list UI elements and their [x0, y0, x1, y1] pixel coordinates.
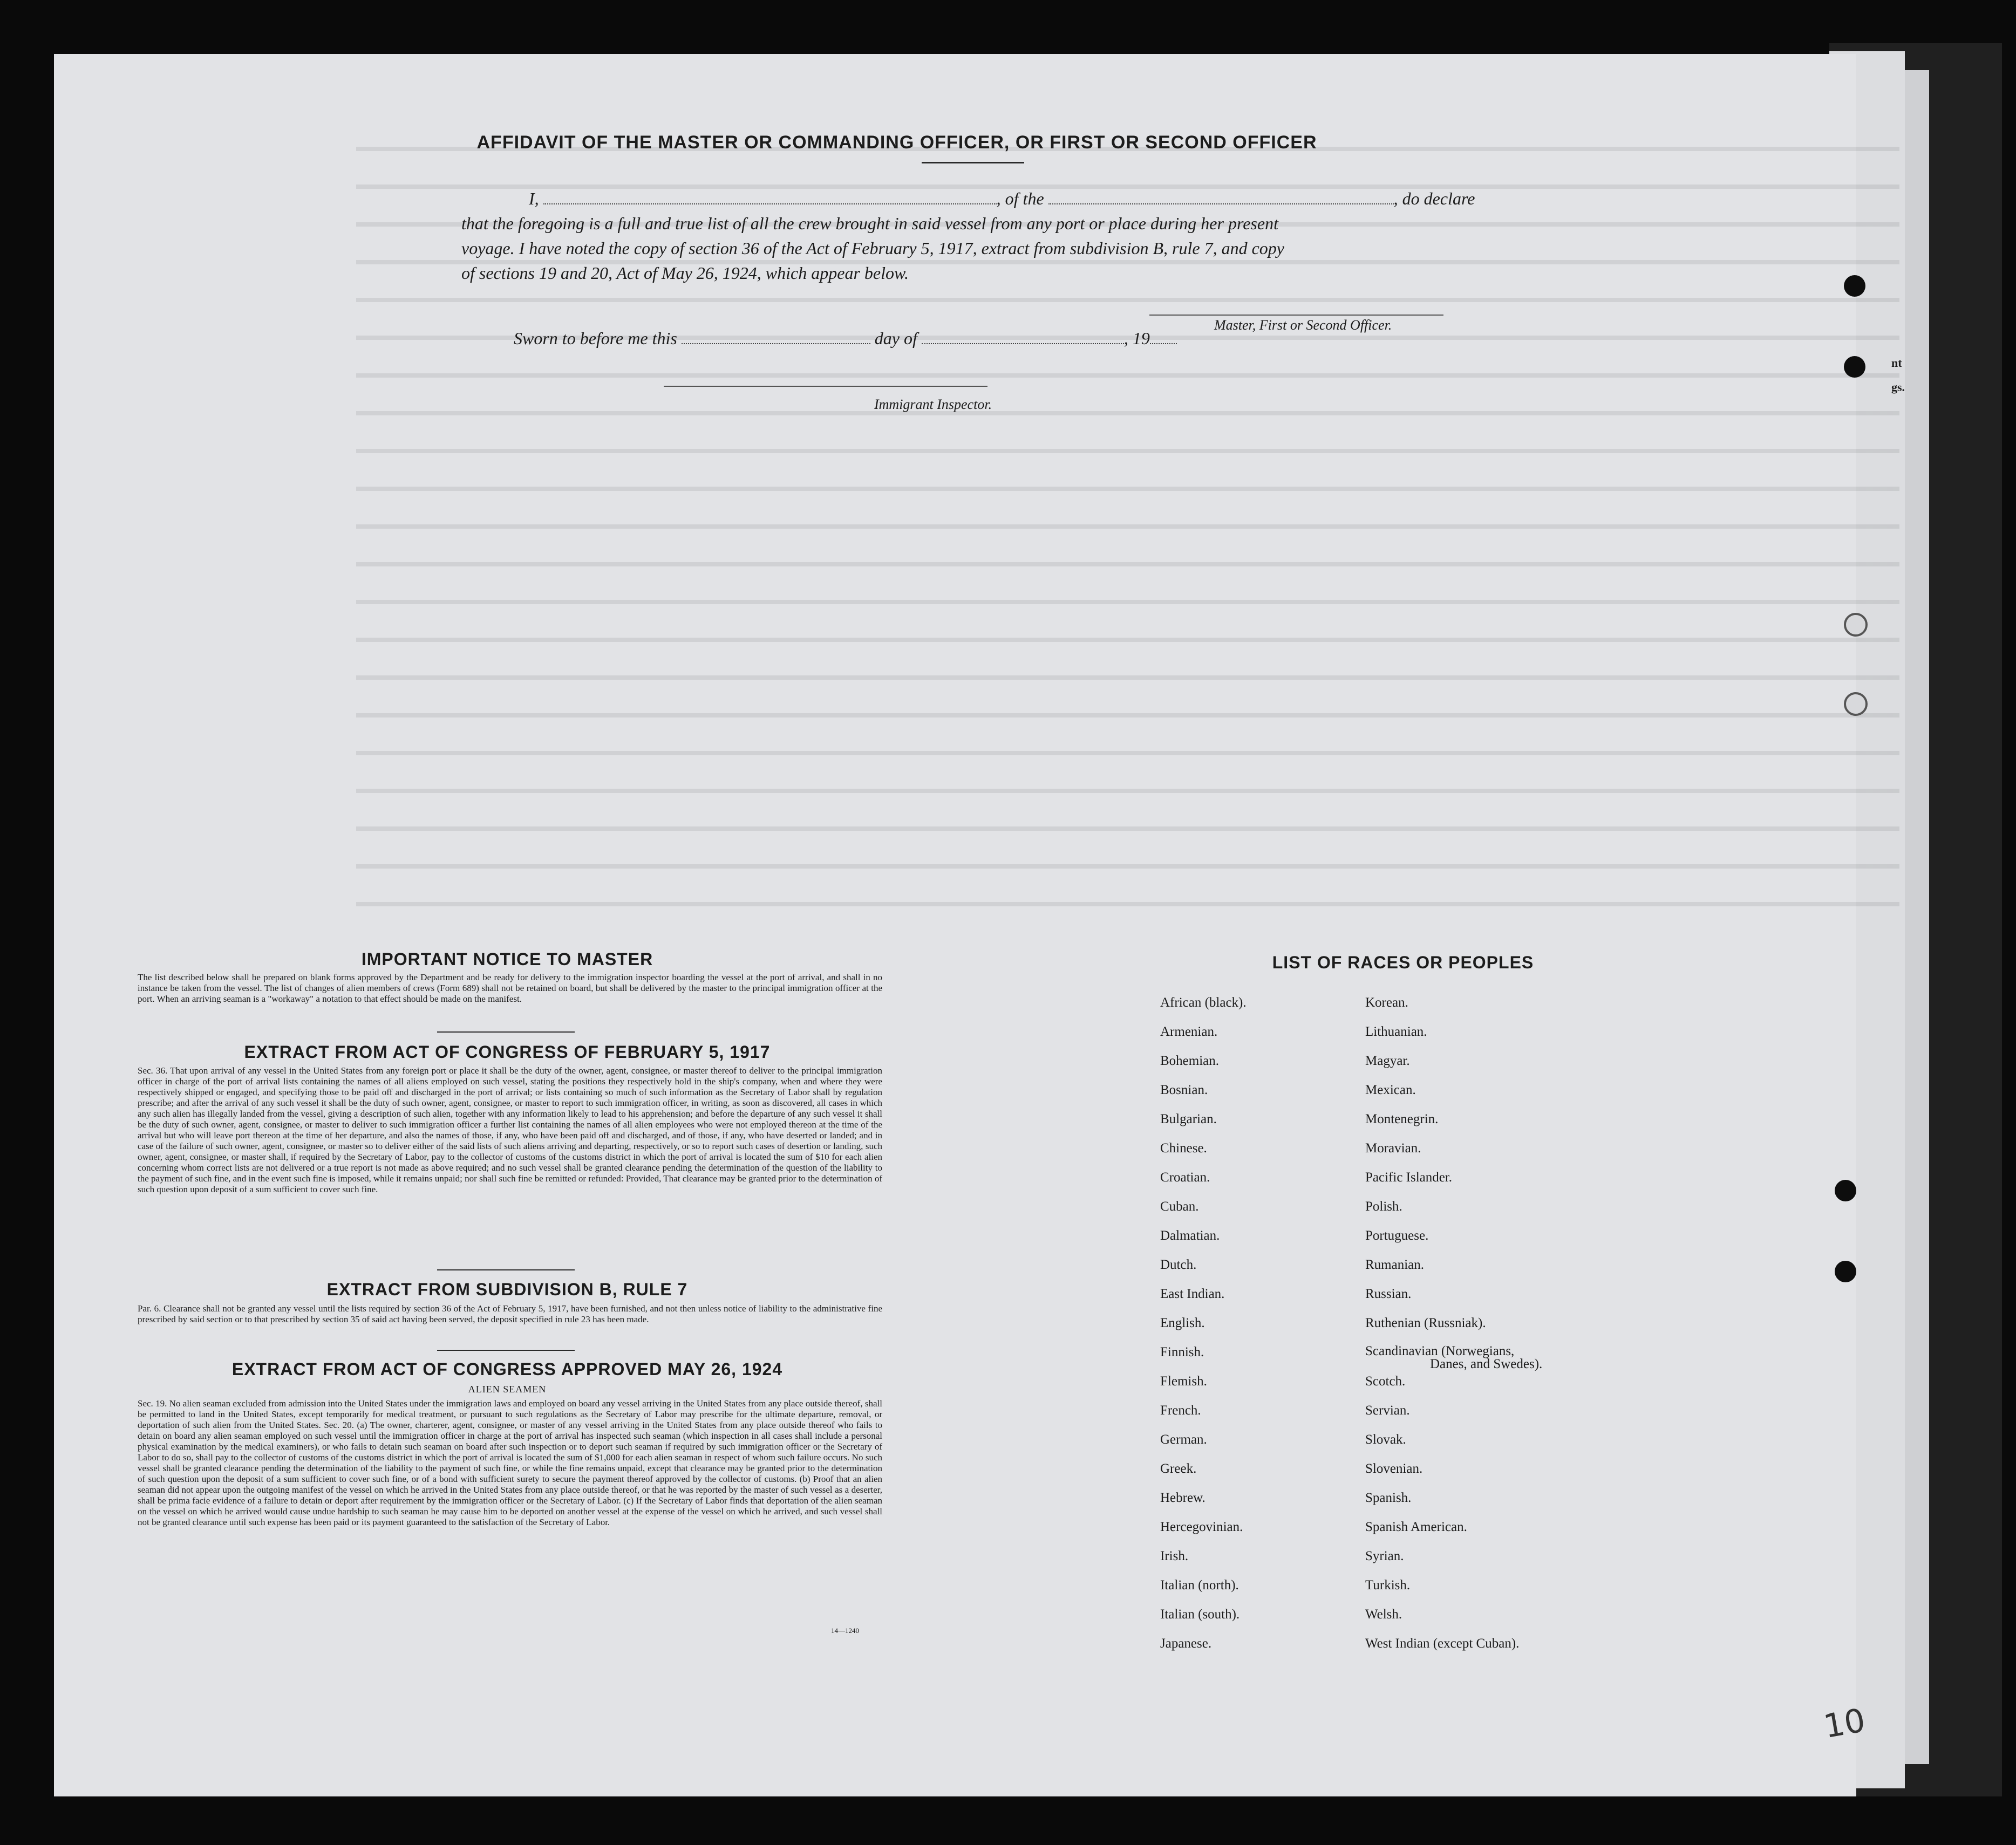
sworn-day-of: day of — [874, 329, 917, 348]
race-item-continuation: Danes, and Swedes). — [1430, 1357, 1543, 1371]
extract-1924-subtitle: ALIEN SEAMEN — [468, 1384, 547, 1395]
vessel-blank — [1048, 188, 1394, 204]
race-item: Montenegrin. — [1365, 1112, 1439, 1126]
section-divider — [437, 1269, 575, 1270]
race-item — [1365, 1345, 1542, 1374]
year-blank — [1150, 328, 1177, 344]
race-item: Chinese. — [1160, 1141, 1207, 1156]
race-item: Italian (north). — [1160, 1578, 1239, 1593]
extract-1924-body: Sec. 19. No alien seaman excluded from admission into the United States under the immigration laws and employed on board any vessel arriving in the United States from any place outside thereof, shall be permitted to land in the United States, except temporarily for medical treatment, or pursuant to such regulations as the Secretary of Labor may prescribe for the ultimate departure, removal, or deportation of such alien from the United States. Sec. 20. (a) The owner, charterer, agent, consignee, or master of any vessel arriving in the United States from any place outside thereof who fails to detain on board any alien seaman employed on such vessel until the immigration officer in charge at the port of arrival has inspected such seaman (which inspection in all cases shall include a personal physical examination by the medical examiners), or who fails to detain such seaman on board after such inspection or to deport such seaman if required by such immigration officer or the Secretary of Labor to do so, shall pay to the collector of customs of the customs district in which the port of arrival is located the sum of $1,000 for each alien seaman in respect of whom such failure occurs. No such vessel shall be granted clearance pending the determination of the liability to the payment of such fine, or while the fine remains unpaid, except that clearance may be granted prior to the determination of such question upon the deposit of a sum sufficient to cover such fine, or of a bond with sufficient surety to secure the payment thereof approved by the collector of customs. (b) Proof that an alien seaman did not appear upon the outgoing manifest of the vessel on which he arrived in the United States from any place outside thereof, or that he was reported by the master of such vessel as a deserter, shall be prima facie evidence of a failure to detain or deport after requirement by the immigration officer or the Secretary of Labor. (c) If the Secretary of Labor finds that deportation of the alien seaman on the vessel on which he arrived would cause undue hardship to such seaman he may cause him to be deported on another vessel at the expense of the vessel on which he arrived, and such vessel shall not be granted clearance until such expense has been paid or its payment guaranteed to the satisfaction of the Secretary of Labor. — [138, 1398, 882, 1527]
extract-1917-body: Sec. 36. That upon arrival of any vessel in the United States from any foreign port or place it shall be the duty of the owner, agent, consignee, or master thereof to deliver to the principal immigration officer in charge of the port of arrival lists containing the names of all aliens employed on such vessel, stating the positions they respectively hold in the ship's company, when and where they were respectively shipped or engaged, and specifying those to be paid off and discharged in the port of arrival; or lists containing so much of such information as the Secretary of Labor shall by regulation prescribe; and after the arrival of any such vessel it shall be the duty of such owner, agent, consignee, or master to report to such immigration officer, in writing, as soon as discovered, all cases in which any such alien has illegally landed from the vessel, giving a description of such alien, together with any information likely to lead to his apprehension; and before the departure of any such vessel it shall be the duty of such owner, agent, consignee, or master to deliver to such immigration officer a further list containing the names of all alien employees who were not employed thereon at the time of the arrival but who will leave port thereon at the time of her departure, and also the names of those, if any, who have been paid off and discharged, and of those, if any, who have deserted or landed; and in case of the failure of such owner, agent, consignee, or master so to deliver either of the said lists of such aliens arriving and departing, respectively, or so to report such cases of desertion or landing, such owner, agent, consignee, or master shall, if required by the Secretary of Labor, pay to the collector of customs of the customs district in which the port of arrival is located the sum of $10 for each alien concerning whom correct lists are not delivered or a true report is not made as above required; and no such vessel shall be granted clearance pending the determination of the question of the liability to the payment of such fine, and in the event such fine is imposed, while it remains unpaid; nor shall such fine be remitted or refunded: Provided, That clearance may be granted prior to the determination of such question upon deposit of a sum sufficient to cover such fine. — [138, 1065, 882, 1194]
race-item: Bohemian. — [1160, 1054, 1220, 1068]
form-number: 14—1240 — [831, 1627, 859, 1635]
race-item: Hebrew. — [1160, 1491, 1205, 1505]
race-item: Dalmatian. — [1160, 1228, 1220, 1243]
race-item: Spanish. — [1365, 1491, 1412, 1505]
race-item: Croatian. — [1160, 1170, 1210, 1185]
declaration-of-the: , of the — [996, 189, 1044, 208]
declaration-do-declare: , do declare — [1393, 189, 1475, 208]
punch-hole-ring — [1844, 692, 1868, 716]
race-item: Magyar. — [1365, 1054, 1410, 1068]
race-item: Armenian. — [1160, 1024, 1218, 1039]
race-item: Mexican. — [1365, 1083, 1416, 1097]
races-title: LIST OF RACES OR PEOPLES — [1272, 953, 1534, 972]
race-item: Portuguese. — [1365, 1228, 1429, 1243]
race-item: Syrian. — [1365, 1549, 1404, 1563]
master-signature-caption: Master, First or Second Officer. — [1214, 317, 1392, 333]
race-item: Finnish. — [1160, 1345, 1204, 1359]
races-column-2 — [1365, 995, 1542, 1665]
month-blank — [922, 328, 1124, 344]
race-item: Turkish. — [1365, 1578, 1411, 1593]
section-divider — [437, 1350, 575, 1351]
handwritten-page-number: 10 — [1821, 1701, 1868, 1746]
declaration-line: of sections 19 and 20, Act of May 26, 1924, which appear below. — [461, 263, 909, 283]
punch-hole — [1844, 356, 1865, 378]
sworn-text: Sworn to before me this — [514, 329, 677, 348]
race-item: Lithuanian. — [1365, 1024, 1427, 1039]
race-item: Flemish. — [1160, 1374, 1207, 1389]
race-item: Italian (south). — [1160, 1607, 1240, 1622]
race-item: Irish. — [1160, 1549, 1189, 1563]
race-item: Korean. — [1365, 995, 1408, 1010]
inspector-caption: Immigrant Inspector. — [874, 397, 992, 412]
race-item: Hercegovinian. — [1160, 1520, 1243, 1534]
race-item: Bulgarian. — [1160, 1112, 1217, 1126]
race-item: Rumanian. — [1365, 1258, 1425, 1272]
section-divider — [437, 1031, 575, 1033]
race-item: Dutch. — [1160, 1258, 1197, 1272]
master-signature-line — [1149, 315, 1443, 316]
race-item: Slovak. — [1365, 1432, 1406, 1447]
affidavit-title: AFFIDAVIT OF THE MASTER OR COMMANDING OFFICER, OR FIRST OR SECOND OFFICER — [476, 132, 1317, 153]
race-item: Bosnian. — [1160, 1083, 1208, 1097]
race-item: Scotch. — [1365, 1374, 1406, 1389]
races-column-1 — [1160, 995, 1247, 1665]
extract-rule7-body: Par. 6. Clearance shall not be granted any vessel until the lists required by section 36 of the Act of February 5, 1917, have been furnished, and not then unless notice of liability to the administrative fine prescribed by said section or to that prescribed by section 35 of said act having been served, the deposit specified in rule 23 has been made. — [138, 1303, 882, 1324]
name-blank — [543, 188, 997, 204]
race-item: Welsh. — [1365, 1607, 1402, 1622]
race-item: West Indian (except Cuban). — [1365, 1636, 1520, 1651]
margin-text-gs: gs. — [1891, 380, 1905, 394]
margin-text-nt: nt — [1891, 356, 1902, 370]
punch-hole — [1844, 275, 1865, 297]
race-item: Greek. — [1160, 1461, 1197, 1476]
declaration-i: I, — [529, 189, 539, 208]
race-item: Russian. — [1365, 1287, 1412, 1301]
extract-rule7-title: EXTRACT FROM SUBDIVISION B, RULE 7 — [326, 1280, 688, 1299]
declaration-line: voyage. I have noted the copy of section 36 of the Act of February 5, 1917, extract from subdivision B, rule 7, and copy — [461, 238, 1284, 258]
notice-title: IMPORTANT NOTICE TO MASTER — [361, 949, 653, 969]
declaration-text — [461, 186, 1605, 285]
punch-hole-ring — [1844, 613, 1868, 637]
sworn-statement — [514, 328, 1177, 348]
extract-1917-title: EXTRACT FROM ACT OF CONGRESS OF FEBRUARY 5, 1917 — [244, 1042, 771, 1062]
race-item: English. — [1160, 1316, 1205, 1330]
day-blank — [682, 328, 870, 344]
race-item: Moravian. — [1365, 1141, 1421, 1156]
punch-hole — [1835, 1261, 1856, 1282]
race-item: Polish. — [1365, 1199, 1402, 1214]
race-item: East Indian. — [1160, 1287, 1225, 1301]
race-item: African (black). — [1160, 995, 1247, 1010]
sworn-year: , 19 — [1123, 329, 1150, 348]
race-item: Ruthenian (Russniak). — [1365, 1316, 1486, 1330]
document-page — [54, 54, 1868, 1796]
title-rule — [922, 162, 1024, 163]
race-item: Cuban. — [1160, 1199, 1199, 1214]
race-item: Slovenian. — [1365, 1461, 1423, 1476]
race-item-line: Scandinavian (Norwegians, — [1365, 1344, 1515, 1358]
extract-1924-title: EXTRACT FROM ACT OF CONGRESS APPROVED MAY 26, 1924 — [231, 1359, 783, 1379]
race-item: Pacific Islander. — [1365, 1170, 1453, 1185]
notice-body: The list described below shall be prepared on blank forms approved by the Department and be ready for delivery to the immigration inspector boarding the vessel at the port of arrival, and shall in no instance be taken from the vessel. The list of changes of alien members of crews (Form 689) shall not be retained on board, but shall be delivered by the master to the principal immigration officer at the port. When an arriving seaman is a "workaway" a notation to that effect should be made on the manifest. — [138, 972, 882, 1004]
race-item: Spanish American. — [1365, 1520, 1467, 1534]
race-item: German. — [1160, 1432, 1207, 1447]
inspector-signature-line — [664, 386, 987, 387]
punch-hole — [1835, 1180, 1856, 1201]
declaration-line: that the foregoing is a full and true list of all the crew brought in said vessel from any port or place during her present — [461, 214, 1278, 233]
race-item: Servian. — [1365, 1403, 1410, 1418]
race-item: French. — [1160, 1403, 1201, 1418]
race-item: Japanese. — [1160, 1636, 1212, 1651]
